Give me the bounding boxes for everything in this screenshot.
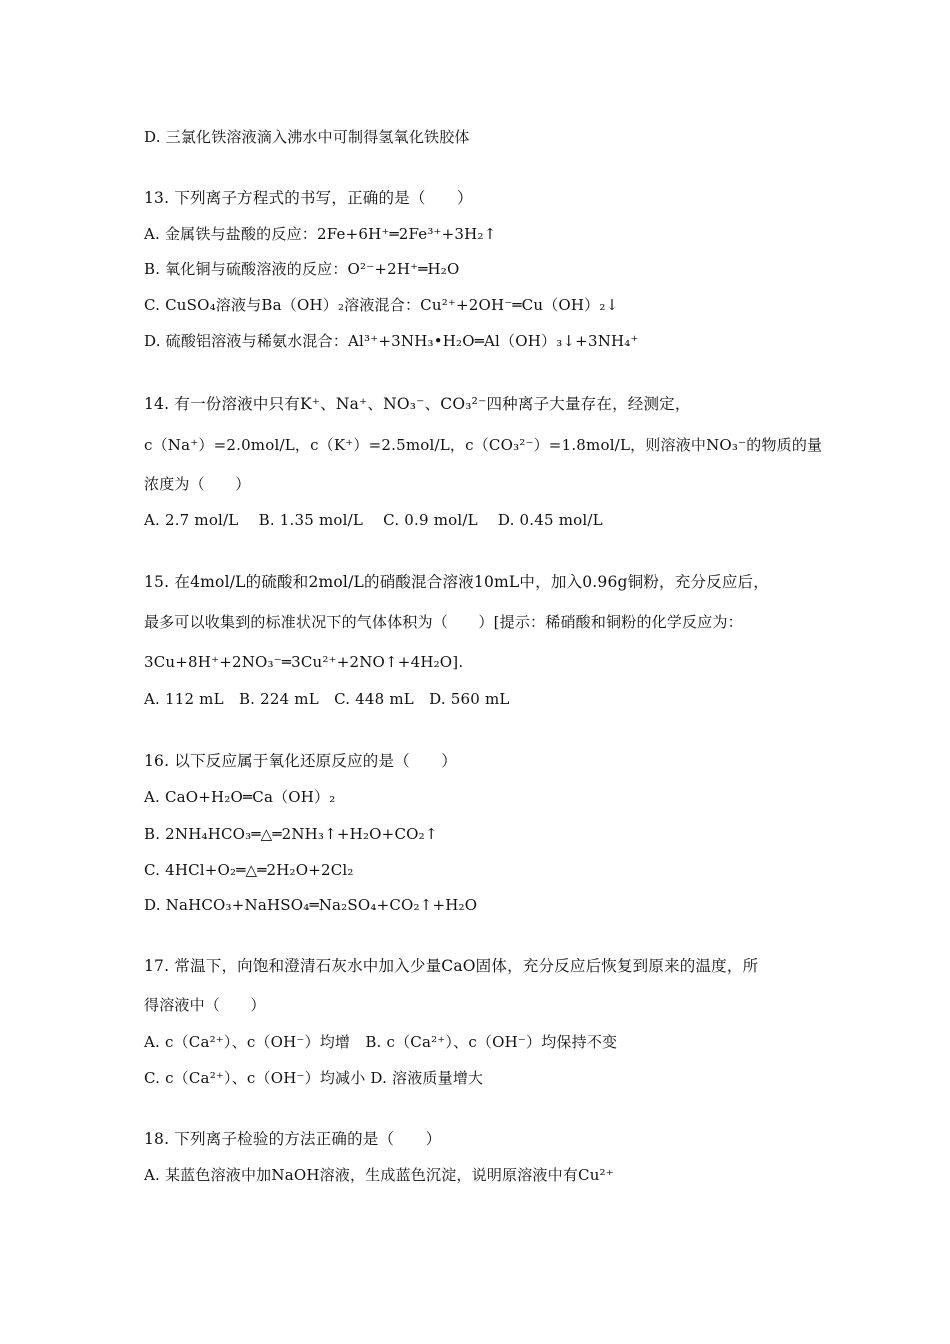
q13-option-c: C. CuSO₄溶液与Ba（OH）₂溶液混合：Cu²⁺+2OH⁻═Cu（OH）₂↓: [144, 296, 619, 314]
q14-stem-line-2: c（Na⁺）=2.0mol/L，c（K⁺）=2.5mol/L，c（CO₃²⁻）=1.8mol/L，则溶液中NO₃⁻的物质的量: [144, 436, 823, 454]
q13-option-b: B. 氧化铜与硫酸溶液的反应：O²⁻+2H⁺═H₂O: [144, 260, 460, 278]
q18-stem: 18. 下列离子检验的方法正确的是（ ）: [144, 1130, 442, 1148]
q14-options: A. 2.7 mol/L B. 1.35 mol/L C. 0.9 mol/L D. 0.45 mol/L: [144, 511, 603, 529]
q13-stem: 13. 下列离子方程式的书写，正确的是（ ）: [144, 189, 473, 207]
q17-options-ab: A. c（Ca²⁺）、c（OH⁻）均增 B. c（Ca²⁺）、c（OH⁻）均保持不变: [144, 1033, 618, 1051]
q18-option-a: A. 某蓝色溶液中加NaOH溶液，生成蓝色沉淀，说明原溶液中有Cu²⁺: [144, 1166, 614, 1184]
q16-stem: 16. 以下反应属于氧化还原反应的是（ ）: [144, 752, 457, 770]
q13-option-a: A. 金属铁与盐酸的反应：2Fe+6H⁺═2Fe³⁺+3H₂↑: [144, 225, 497, 243]
q13-option-d: D. 硫酸铝溶液与稀氨水混合：Al³⁺+3NH₃•H₂O═Al（OH）₃↓+3NH₄⁺: [144, 332, 639, 350]
q17-options-cd: C. c（Ca²⁺）、c（OH⁻）均减小 D. 溶液质量增大: [144, 1069, 484, 1087]
q16-option-a: A. CaO+H₂O═Ca（OH）₂: [144, 788, 336, 806]
q17-stem-line-1: 17. 常温下，向饱和澄清石灰水中加入少量CaO固体，充分反应后恢复到原来的温度，所: [144, 957, 759, 975]
q12-option-d: D. 三氯化铁溶液滴入沸水中可制得氢氧化铁胶体: [144, 128, 470, 146]
q15-stem-line-1: 15. 在4mol/L的硫酸和2mol/L的硝酸混合溶液10mL中，加入0.96g铜粉，充分反应后，: [144, 573, 769, 591]
q15-stem-line-3: 3Cu+8H⁺+2NO₃⁻═3Cu²⁺+2NO↑+4H₂O].: [144, 653, 464, 671]
q17-stem-line-2: 得溶液中（ ）: [144, 996, 266, 1014]
q15-options: A. 112 mL B. 224 mL C. 448 mL D. 560 mL: [144, 690, 510, 708]
q14-stem-line-1: 14. 有一份溶液中只有K⁺、Na⁺、NO₃⁻、CO₃²⁻四种离子大量存在，经测定，: [144, 395, 691, 413]
q15-stem-line-2: 最多可以收集到的标准状况下的气体体积为（ ）[提示：稀硝酸和铜粉的化学反应为：: [144, 613, 743, 631]
q14-stem-line-3: 浓度为（ ）: [144, 475, 251, 493]
q16-option-d: D. NaHCO₃+NaHSO₄═Na₂SO₄+CO₂↑+H₂O: [144, 896, 478, 914]
q16-option-c: C. 4HCl+O₂═△═2H₂O+2Cl₂: [144, 861, 354, 879]
q16-option-b: B. 2NH₄HCO₃═△═2NH₃↑+H₂O+CO₂↑: [144, 825, 438, 843]
